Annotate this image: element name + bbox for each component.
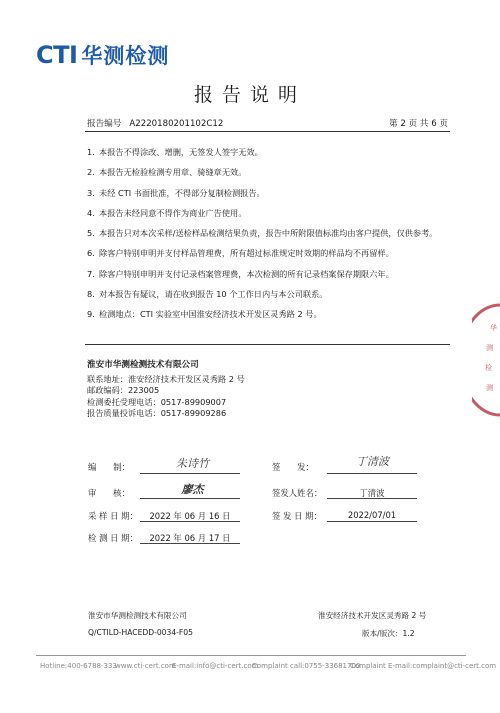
sampling-date-value: 2022 年 06 月 16 日 [149,511,231,521]
test-date-line [140,543,240,544]
footer-version: 版本/版次：1.2 [362,629,415,638]
note-item: 6. 除客户特别申明并支付样品管理费，所有超过标准规定时效期的样品均不再留样。 [87,248,394,259]
footer-hotline: Hotline:400-6788-333 [40,662,117,670]
footer-address: 淮安经济技术开发区灵秀路 2 号 [318,611,427,620]
review-signature: 廖杰 [181,483,204,496]
issuer-name-line [327,498,417,499]
issuer-name-value: 丁清波 [359,488,385,498]
footer-doc-code: Q/CTILD-HACEDD-0034-F05 [88,628,193,637]
issue-line [327,473,417,474]
section-divider [85,344,450,345]
sampling-date-label: 采 样 日 期： [88,511,138,521]
logo-mark: CTI [36,41,78,69]
report-number-value: A2220180201102C12 [129,119,224,129]
header-divider [85,131,450,132]
company-service-phone: 检测委托受理电话：0517-89909007 [87,396,227,407]
svg-text:华: 华 [490,324,497,332]
note-item: 5. 本报告只对本次采样/送检样品检测结果负责，报告中所附限值标准均由客户提供，仅供参考。 [87,228,438,239]
review-line [140,498,240,499]
company-contact [87,360,245,419]
footer-divider [36,655,466,656]
report-number [87,117,223,129]
note-item: 4. 本报告未经同意不得作为商业广告使用。 [87,207,247,218]
sampling-date-line [140,521,240,522]
logo-chinese-name: 华测检测 [81,44,170,68]
compiler-signature: 朱诗竹 [176,457,209,470]
review-label: 审 核： [88,488,130,498]
issue-label: 签 发： [272,462,314,472]
footer-website: www.cti-cert.com [115,662,176,670]
svg-text:测: 测 [486,384,493,392]
test-date-label: 检 测 日 期： [88,533,138,543]
note-item: 9. 检测地点：CTI 实验室中国淮安经济技术开发区灵秀路 2 号。 [87,309,322,320]
footer-company: 淮安市华测检测技术有限公司 [88,611,187,620]
footer-complaint-call: Complaint call:0755-33681700 [252,662,361,670]
note-item: 3. 未经 CTI 书面批准，不得部分复制检测报告。 [87,187,265,198]
report-number-label: 报告编号 [87,119,122,129]
test-date-value: 2022 年 06 月 17 日 [149,533,231,543]
compiler-line [140,473,240,474]
note-item: 1. 本报告不得涂改、增删，无签发人签字无效。 [87,147,263,157]
issue-date-label: 签 发 日 期： [272,511,322,521]
footer-complaint-email: Complaint E-mail:complaint@cti-cert.com [350,662,497,670]
issue-date-value: 2022/07/01 [347,510,397,520]
company-name: 淮安市华测检测技术有限公司 [87,360,199,370]
company-complaint-phone: 报告质量投诉电话：0517-89909286 [87,407,227,418]
page-title: 报告说明 [193,84,306,106]
seal-stamp-fragment [472,300,500,420]
company-postcode: 邮政编码：223005 [87,385,160,396]
company-logo [36,40,169,70]
compiler-label: 编 制： [88,462,130,472]
notes-list [87,142,447,325]
note-item: 2. 本报告无检验检测专用章、骑缝章无效。 [87,167,247,178]
issue-signature: 丁清波 [356,455,389,468]
note-item: 8. 对本报告有疑议，请在收到报告 10 个工作日内与本公司联系。 [87,289,328,300]
svg-text:测: 测 [486,344,493,352]
issue-date-line [327,521,417,522]
footer-email: E-mail:info@cti-cert.com [172,662,259,670]
company-address: 联系地址：淮安经济技术开发区灵秀路 2 号 [87,374,245,385]
svg-text:检: 检 [485,364,492,372]
note-item: 7. 除客户特别申明并支付记录档案管理费，本次检测的所有记录档案保存期限六年。 [87,268,394,279]
issuer-name-label: 签发人姓名： [272,488,323,498]
page-indicator: 第 2 页 共 6 页 [389,119,448,129]
